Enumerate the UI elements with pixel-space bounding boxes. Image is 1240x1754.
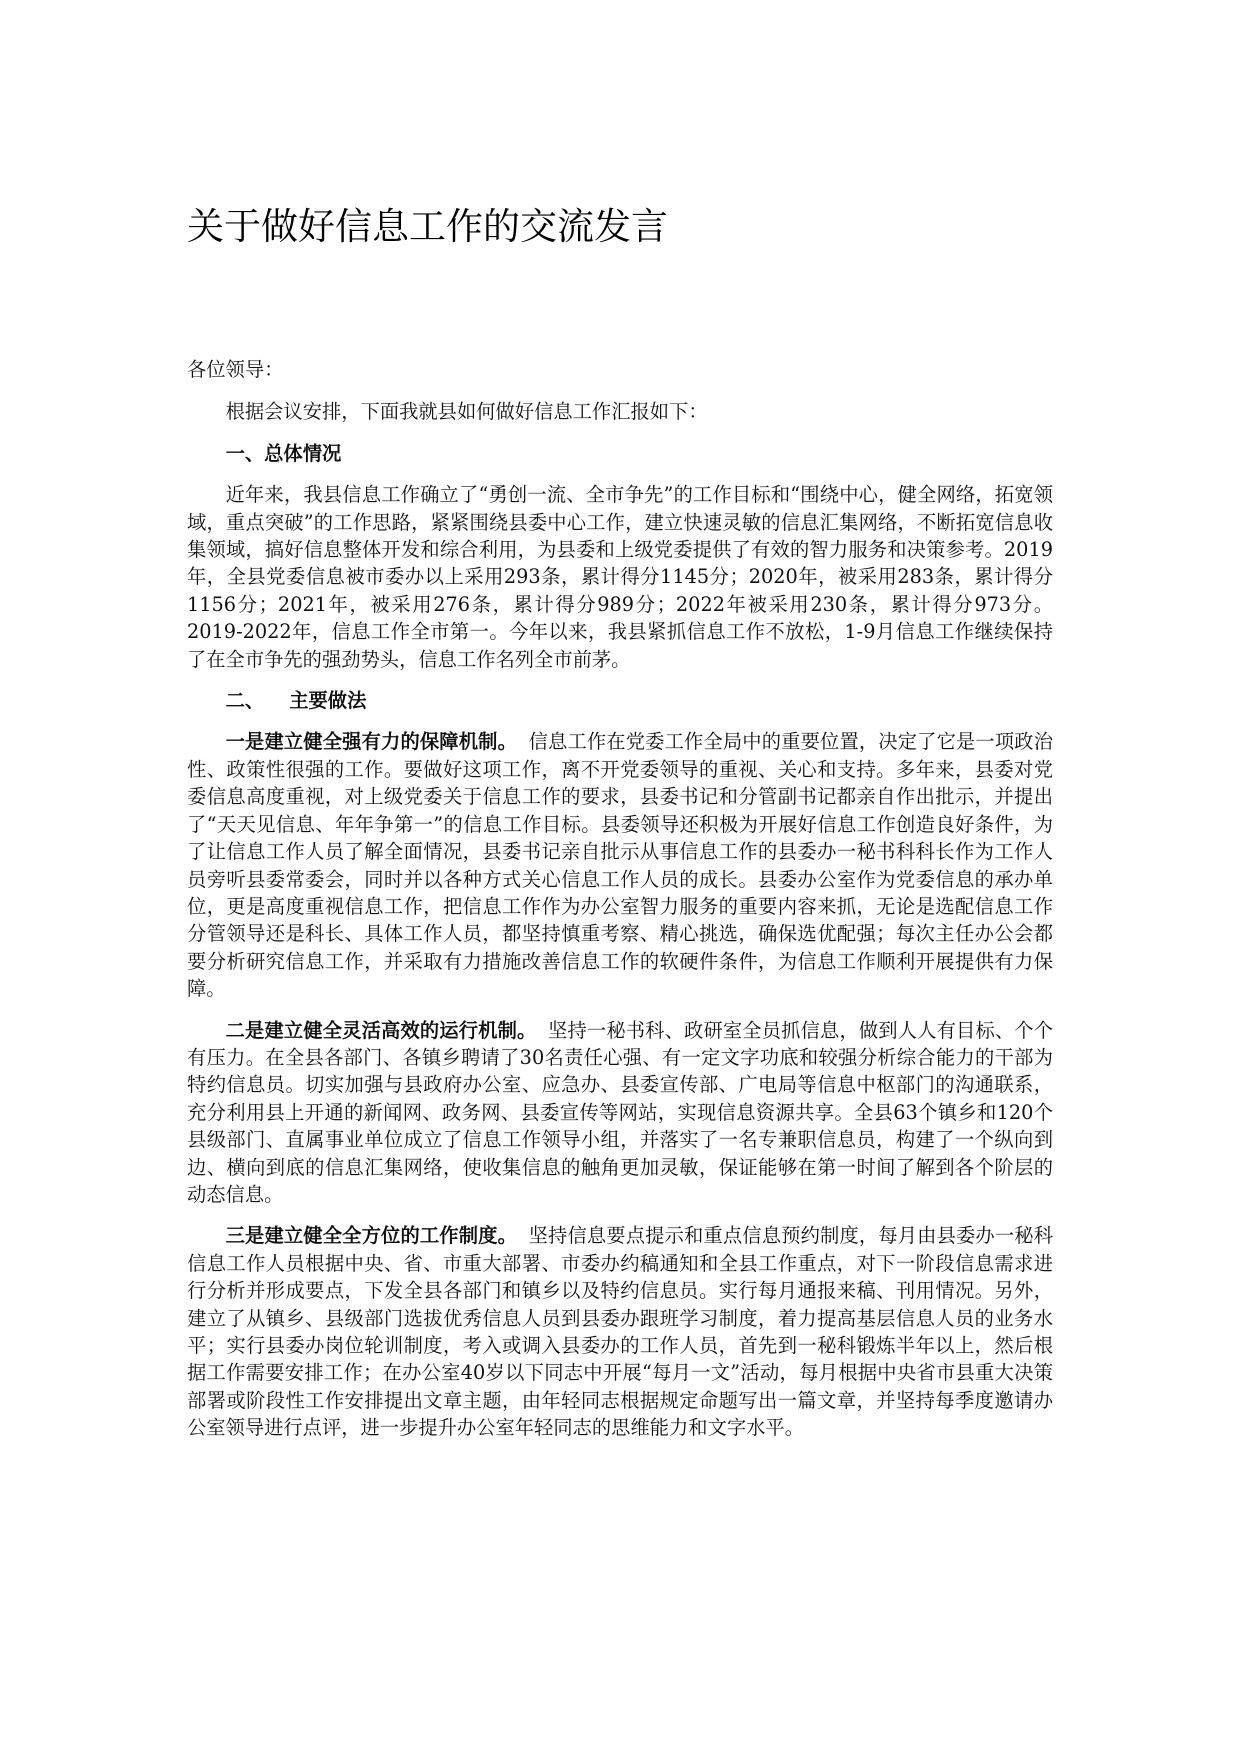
document-body — [187, 356, 1053, 1456]
section-heading-practices — [187, 687, 1053, 714]
practice-text-3: 坚持信息要点提示和重点信息预约制度，每月由县委办一秘科信息工作人员根据中央、省、市重大部署、市委办约稿通知和全县工作重点，对下一阶段信息需求进行分析并形成要点，下发全县各部门和镇乡以及特约信息员。实行每月通报来稿、刊用情况。另外，建立了从镇乡、县级部门选拔优秀信息人员到县委办跟班学习制度，着力提高基层信息人员的业务水平；实行县委办岗位轮训制度，考入或调入县委办的工作人员，首先到一秘科锻炼半年以上，然后根据工作需要安排工作；在办公室40岁以下同志中开展“每月一文”活动，每月根据中央省市县重大决策部署或阶段性工作安排提出文章主题，由年轻同志根据规定命题写出一篇文章，并坚持每季度邀请办公室领导进行点评，进一步提升办公室年轻同志的思维能力和文字水平。 — [187, 1224, 1053, 1440]
practice-paragraph-3 — [187, 1222, 1053, 1441]
document-page — [187, 0, 1053, 1754]
section-heading-text: 主要做法 — [289, 689, 367, 713]
practice-lead-2: 二是建立健全灵活高效的运行机制。 — [225, 1018, 537, 1042]
section-heading-number: 二、 — [225, 689, 265, 713]
practice-paragraph-2 — [187, 1017, 1053, 1209]
section-heading-overview: 一、总体情况 — [225, 441, 342, 465]
intro-paragraph: 根据会议安排，下面我就县如何做好信息工作汇报如下： — [225, 400, 708, 424]
practice-lead-3: 三是建立健全全方位的工作制度。 — [225, 1224, 518, 1248]
practice-text-2: 坚持一秘书科、政研室全员抓信息，做到人人有目标、个个有压力。在全县各部门、各镇乡聘请了30名责任心强、有一定文字功底和较强分析综合能力的干部为特约信息员。切实加强与县政府办公室、应急办、县委宣传部、广电局等信息中枢部门的沟通联系，充分利用县上开通的新闻网、政务网、县委宣传等网站，实现信息资源共享。全县63个镇乡和120个县级部门、直属事业单位成立了信息工作领导小组，并落实了一名专兼职信息员，构建了一个纵向到边、横向到底的信息汇集网络，使收集信息的触角更加灵敏，保证能够在第一时间了解到各个阶层的动态信息。 — [187, 1018, 1054, 1206]
practice-lead-1: 一是建立健全强有力的保障机制。 — [225, 730, 518, 754]
salutation: 各位领导： — [187, 358, 284, 381]
document-title: 关于做好信息工作的交流发言 — [187, 205, 668, 248]
practice-text-1: 信息工作在党委工作全局中的重要位置，决定了它是一项政治性、政策性很强的工作。要做好这项工作，离不开党委领导的重视、关心和支持。多年来，县委对党委信息高度重视，对上级党委关于信息工作的要求，县委书记和分管副书记都亲自作出批示，并提出了“天天见信息、年年争第一”的信息工作目标。县委领导还积极为开展好信息工作创造良好条件，为了让信息工作人员了解全面情况，县委书记亲自批示从事信息工作的县委办一秘书科科长作为工作人员旁听县委常委会，同时并以各种方式关心信息工作人员的成长。县委办公室作为党委信息的承办单位，更是高度重视信息工作，把信息工作作为办公室智力服务的重要内容来抓，无论是选配信息工作分管领导还是科长、具体工作人员，都坚持慎重考察、精心挑选，确保选优配强；每次主任办公会都要分析研究信息工作，并采取有力措施改善信息工作的软硬件条件，为信息工作顺利开展提供有力保障。 — [187, 730, 1053, 1001]
practice-paragraph-1 — [187, 728, 1053, 1002]
overview-paragraph: 近年来，我县信息工作确立了“勇创一流、全市争先”的工作目标和“围绕中心，健全网络，拓宽领域，重点突破”的工作思路，紧紧围绕县委中心工作，建立快速灵敏的信息汇集网络，不断拓宽信息收集领域，搞好信息整体开发和综合利用，为县委和上级党委提供了有效的智力服务和决策参考。2019年，全县党委信息被市委办以上采用293条，累计得分1145分；2020年，被采用283条，累计得分1156分；2021年，被采用276条，累计得分989分；2022年被采用230条，累计得分973分。2019-2022年，信息工作全市第一。今年以来，我县紧抓信息工作不放松，1-9月信息工作继续保持了在全市争先的强劲势头，信息工作名列全市前茅。 — [187, 483, 1053, 671]
